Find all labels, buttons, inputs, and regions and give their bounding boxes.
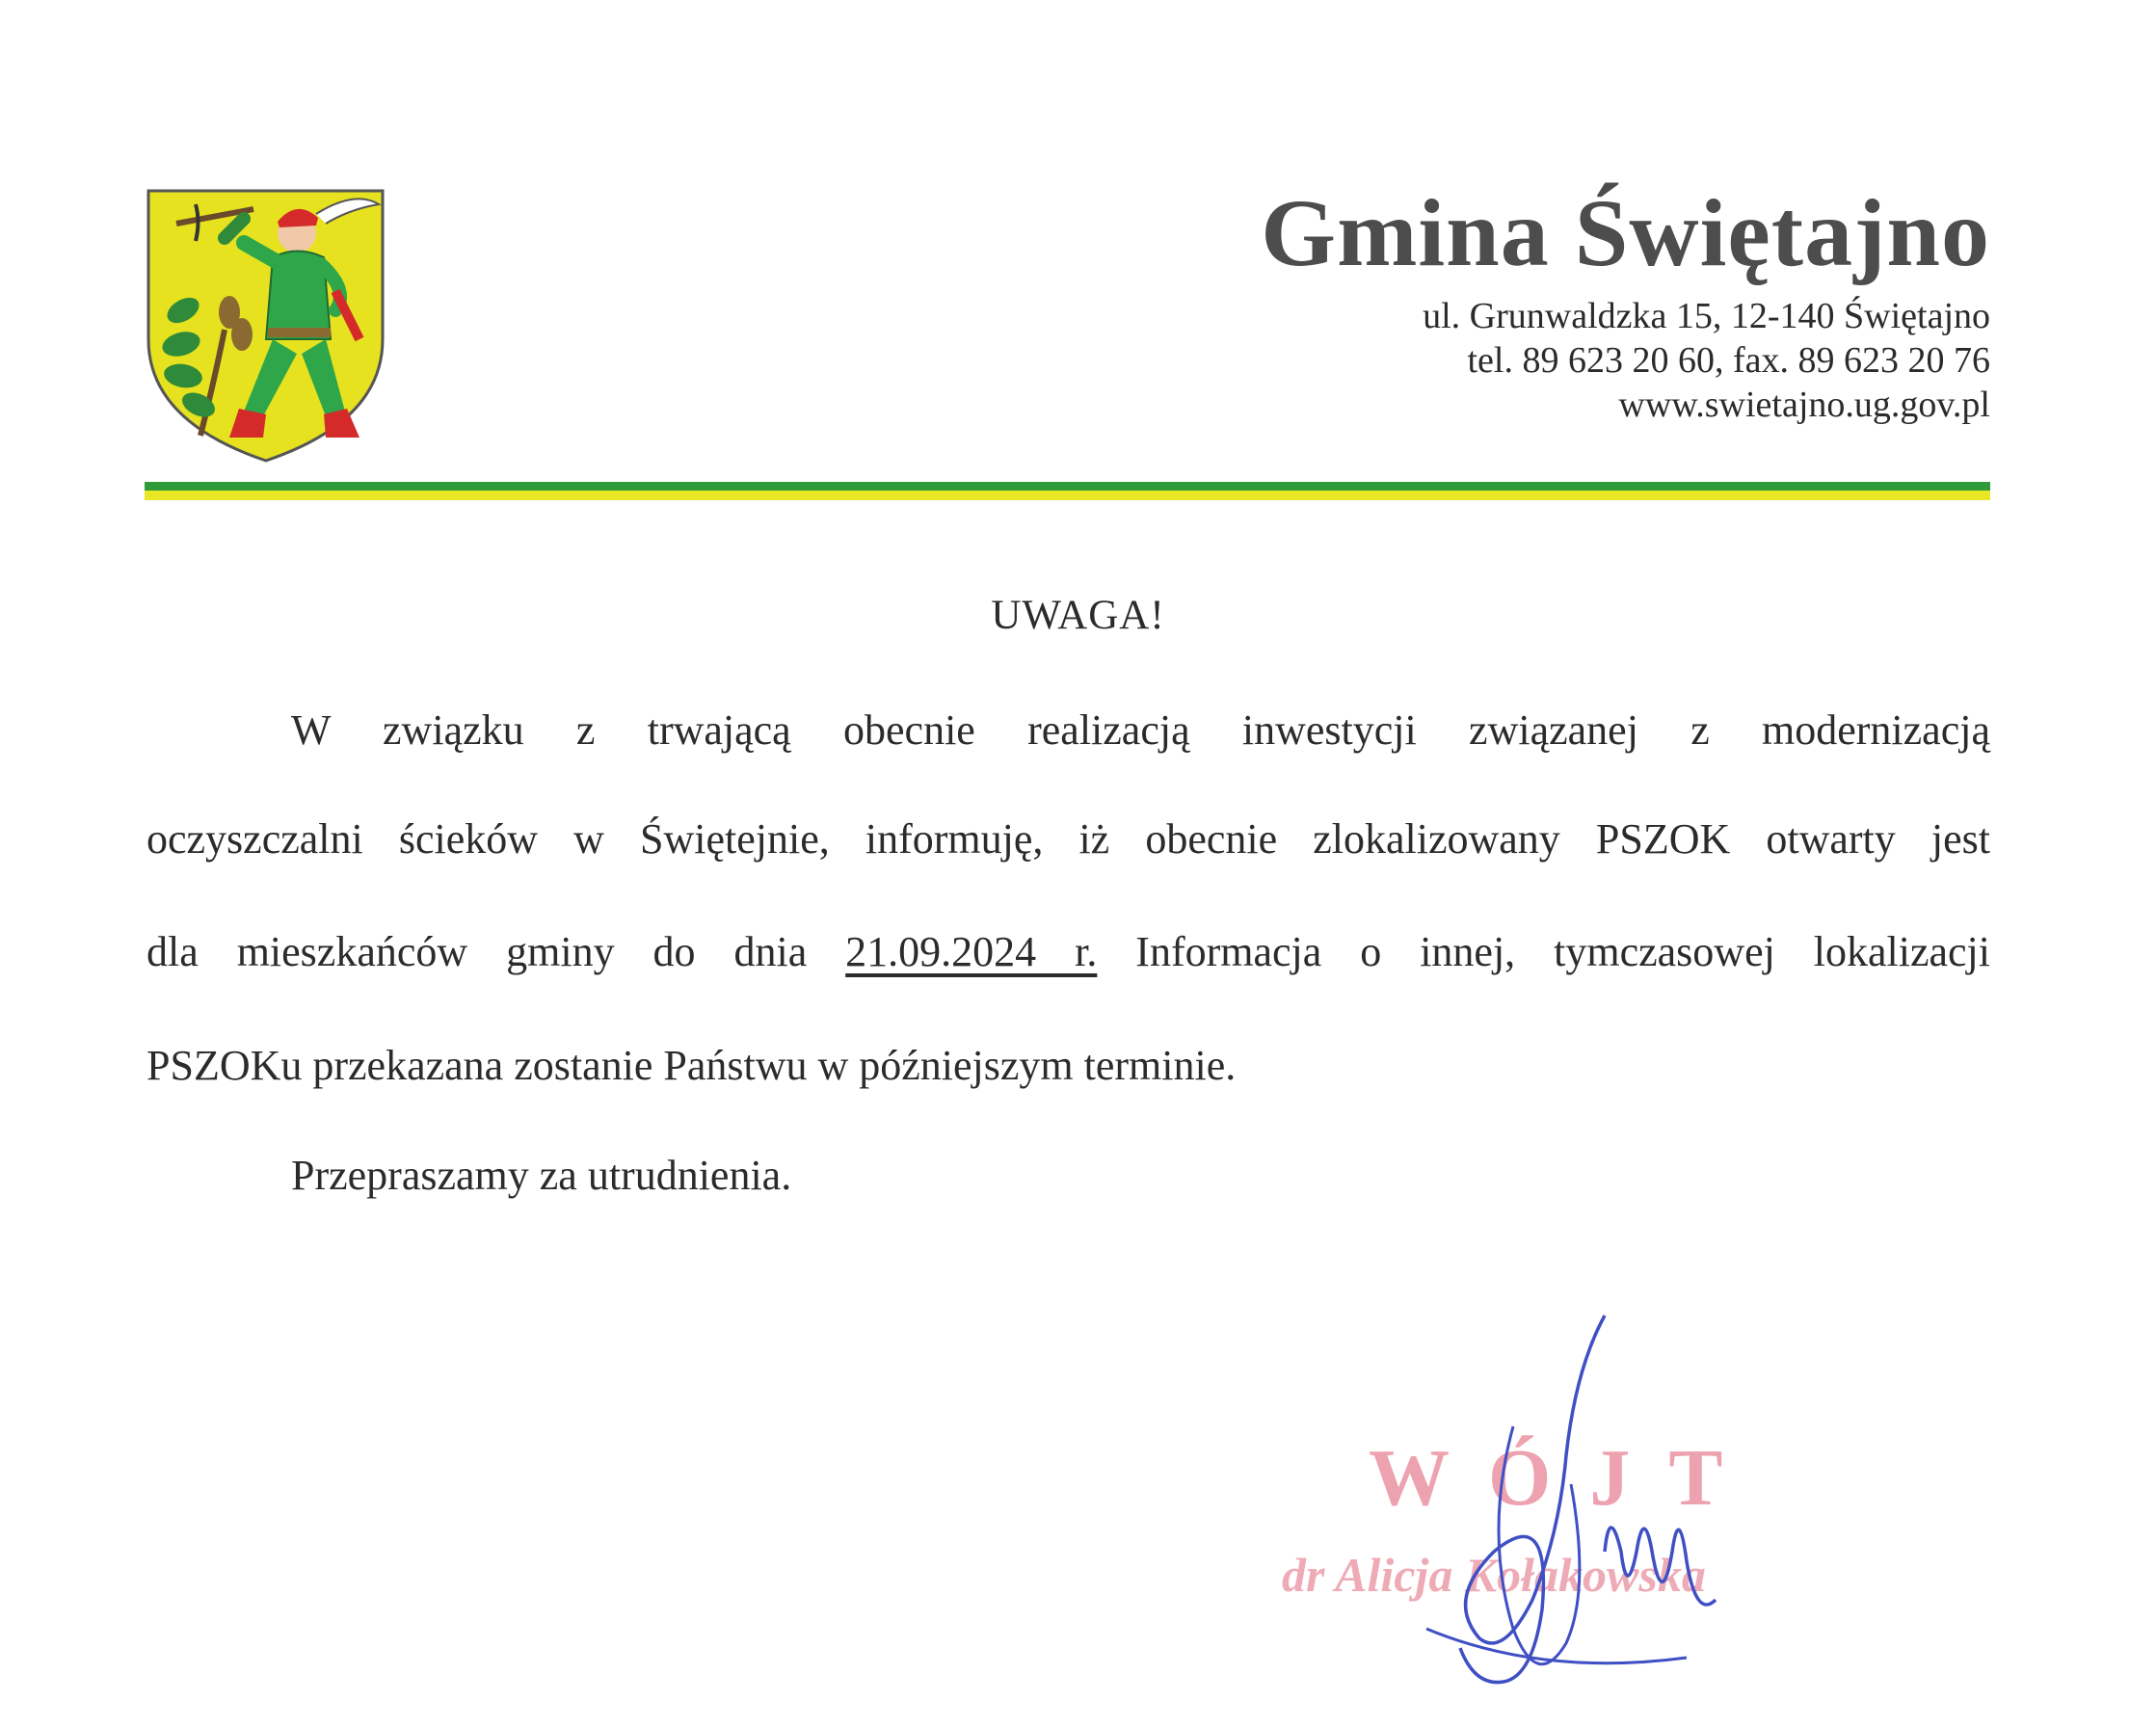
body-line-3-start: dla mieszkańców gminy do dnia — [146, 928, 846, 975]
closing-line: Przepraszamy za utrudnienia. — [291, 1152, 792, 1199]
signature-icon — [1369, 1311, 1773, 1696]
website-line: www.swietajno.ug.gov.pl — [1618, 385, 1990, 425]
address-line: ul. Grunwaldzka 15, 12-140 Świętajno — [1423, 296, 1990, 336]
deadline-date: 21.09.2024 r. — [845, 928, 1098, 975]
body-line-2: oczyszczalni ścieków w Świętejnie, informuję, iż obecnie zlokalizowany PSZOK otwarty jest — [146, 815, 1990, 863]
stamp-name: dr Alicja Kołakowska — [1282, 1548, 1706, 1602]
coat-of-arms-icon — [143, 185, 388, 465]
header-rule-yellow — [145, 491, 1990, 500]
body-line-1: W związku z trwającą obecnie realizacją inwestycji związanej z modernizacją — [291, 706, 1990, 754]
notice-heading: UWAGA! — [991, 593, 1165, 638]
header-rule-green — [145, 482, 1990, 491]
body-line-3-end: Informacja o innej, tymczasowej lokalizacji — [1097, 928, 1991, 975]
contact-block — [1423, 294, 1990, 427]
phone-fax-line: tel. 89 623 20 60, fax. 89 623 20 76 — [1467, 340, 1990, 381]
organization-name: Gmina Świętajno — [1261, 179, 1990, 286]
body-line-3 — [146, 930, 1990, 974]
stamp-title: WÓJT — [1369, 1433, 1762, 1523]
body-line-4: PSZOKu przekazana zostanie Państwu w późniejszym terminie. — [146, 1042, 1237, 1089]
